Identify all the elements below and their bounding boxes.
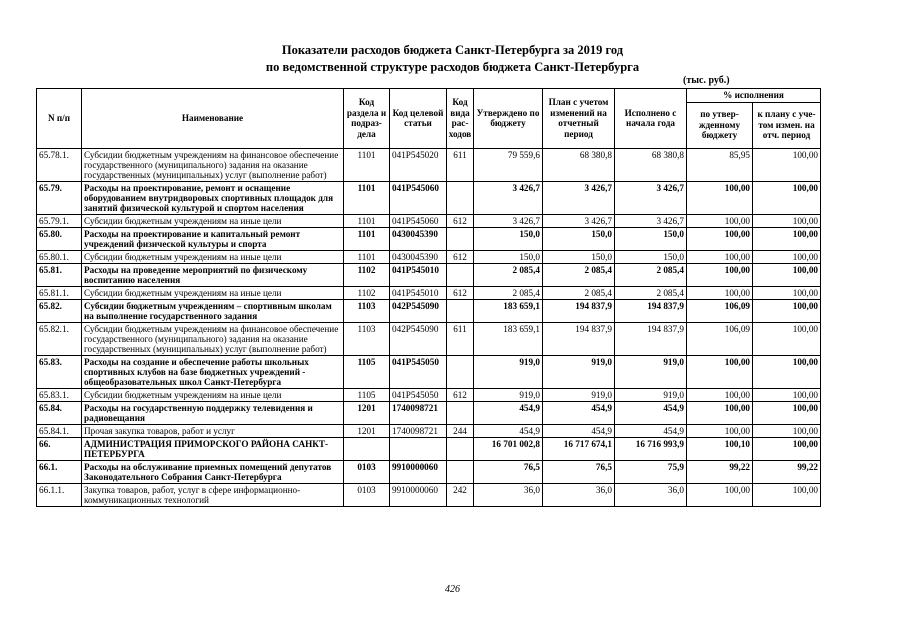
cell-razdel: 0103 xyxy=(344,460,390,483)
cell-approved: 919,0 xyxy=(474,355,543,388)
cell-csr: 041P545020 xyxy=(390,148,447,181)
table-row xyxy=(37,424,821,437)
cell-pct-plan: 100,00 xyxy=(753,250,821,263)
cell-csr: 042P545090 xyxy=(390,299,447,322)
cell-name: Расходы на обслуживание приемных помещений депутатов Законодательного Собрания Санкт-Петербурга xyxy=(82,460,344,483)
cell-pct-plan: 100,00 xyxy=(753,227,821,250)
col-header-executed: Исполнено с начала года xyxy=(615,89,687,149)
cell-executed: 919,0 xyxy=(615,355,687,388)
cell-approved: 150,0 xyxy=(474,250,543,263)
table-row xyxy=(37,322,821,355)
cell-num: 65.80.1. xyxy=(37,250,82,263)
cell-approved: 3 426,7 xyxy=(474,214,543,227)
cell-num: 65.81. xyxy=(37,263,82,286)
cell-num: 65.84.1. xyxy=(37,424,82,437)
cell-num: 65.82.1. xyxy=(37,322,82,355)
cell-plan: 919,0 xyxy=(543,355,615,388)
cell-pct-plan: 100,00 xyxy=(753,437,821,460)
cell-pct-approved: 106,09 xyxy=(687,322,753,355)
table-row xyxy=(37,263,821,286)
cell-name: Расходы на создание и обеспечение работы школьных спортивных клубов на базе бюджетных учреждений - общеобразовательных школ Санкт-Петербурга xyxy=(82,355,344,388)
cell-plan: 919,0 xyxy=(543,388,615,401)
col-header-num: N п/п xyxy=(37,89,82,149)
table-row xyxy=(37,148,821,181)
col-header-pct-group: % исполнения xyxy=(687,89,821,103)
cell-plan: 76,5 xyxy=(543,460,615,483)
table-row xyxy=(37,355,821,388)
table-row xyxy=(37,250,821,263)
cell-csr: 041P545010 xyxy=(390,263,447,286)
cell-vid: 611 xyxy=(447,148,474,181)
cell-pct-plan: 99,22 xyxy=(753,460,821,483)
cell-pct-approved: 100,00 xyxy=(687,483,753,506)
cell-razdel: 1102 xyxy=(344,286,390,299)
cell-approved: 16 701 002,8 xyxy=(474,437,543,460)
table-row xyxy=(37,437,821,460)
cell-name: Субсидии бюджетным учреждениям – спортивным школам на выполнение государственного задания xyxy=(82,299,344,322)
cell-name: Расходы на государственную поддержку телевидения и радиовещания xyxy=(82,401,344,424)
cell-csr: 041P545010 xyxy=(390,286,447,299)
cell-executed: 3 426,7 xyxy=(615,214,687,227)
cell-pct-plan: 100,00 xyxy=(753,214,821,227)
cell-num: 65.82. xyxy=(37,299,82,322)
cell-vid: 242 xyxy=(447,483,474,506)
cell-razdel: 1102 xyxy=(344,263,390,286)
cell-pct-plan: 100,00 xyxy=(753,401,821,424)
cell-vid xyxy=(447,299,474,322)
cell-name: Закупка товаров, работ, услуг в сфере информационно-коммуникационных технологий xyxy=(82,483,344,506)
cell-plan: 454,9 xyxy=(543,424,615,437)
cell-csr: 9910000060 xyxy=(390,460,447,483)
cell-executed: 150,0 xyxy=(615,227,687,250)
cell-approved: 2 085,4 xyxy=(474,286,543,299)
cell-num: 65.80. xyxy=(37,227,82,250)
cell-pct-plan: 100,00 xyxy=(753,388,821,401)
cell-plan: 454,9 xyxy=(543,401,615,424)
cell-approved: 76,5 xyxy=(474,460,543,483)
cell-pct-plan: 100,00 xyxy=(753,181,821,214)
cell-name: Расходы на проведение мероприятий по физическому воспитанию населения xyxy=(82,263,344,286)
table-row xyxy=(37,181,821,214)
cell-plan: 2 085,4 xyxy=(543,286,615,299)
cell-csr xyxy=(390,437,447,460)
cell-num: 66.1. xyxy=(37,460,82,483)
cell-razdel: 1101 xyxy=(344,250,390,263)
cell-razdel: 1103 xyxy=(344,299,390,322)
cell-vid xyxy=(447,227,474,250)
cell-name: Субсидии бюджетным учреждениям на иные цели xyxy=(82,214,344,227)
cell-pct-approved: 106,09 xyxy=(687,299,753,322)
cell-executed: 68 380,8 xyxy=(615,148,687,181)
cell-num: 65.79.1. xyxy=(37,214,82,227)
cell-pct-approved: 100,00 xyxy=(687,181,753,214)
cell-razdel: 1101 xyxy=(344,181,390,214)
cell-executed: 2 085,4 xyxy=(615,263,687,286)
cell-csr: 1740098721 xyxy=(390,401,447,424)
table-body xyxy=(37,148,821,506)
cell-name: Субсидии бюджетным учреждениям на финансовое обеспечение государственного (муниципального) задания на оказание государственных (муниципальных) услуг (выполнение работ) xyxy=(82,322,344,355)
cell-approved: 79 559,6 xyxy=(474,148,543,181)
cell-vid xyxy=(447,355,474,388)
cell-approved: 2 085,4 xyxy=(474,263,543,286)
col-header-csr: Код целевой статьи xyxy=(390,89,447,149)
cell-razdel: 1105 xyxy=(344,355,390,388)
col-header-pct-approved: по утвер- жденному бюджету xyxy=(687,102,753,148)
cell-executed: 194 837,9 xyxy=(615,299,687,322)
cell-num: 65.83.1. xyxy=(37,388,82,401)
col-header-plan: План с учетом изменений на отчетный период xyxy=(543,89,615,149)
cell-csr: 042P545090 xyxy=(390,322,447,355)
cell-csr: 041P545060 xyxy=(390,181,447,214)
cell-name: Расходы на проектирование, ремонт и оснащение оборудованием внутридворовых спортивных площадок для занятий физической культурой и спортом населения xyxy=(82,181,344,214)
cell-num: 65.81.1. xyxy=(37,286,82,299)
col-header-approved: Утверждено по бюджету xyxy=(474,89,543,149)
cell-vid xyxy=(447,263,474,286)
table-row xyxy=(37,286,821,299)
cell-pct-plan: 100,00 xyxy=(753,263,821,286)
cell-num: 65.84. xyxy=(37,401,82,424)
cell-vid: 612 xyxy=(447,214,474,227)
cell-executed: 150,0 xyxy=(615,250,687,263)
cell-vid xyxy=(447,181,474,214)
cell-plan: 16 717 674,1 xyxy=(543,437,615,460)
cell-csr: 041P545050 xyxy=(390,355,447,388)
cell-approved: 150,0 xyxy=(474,227,543,250)
cell-pct-approved: 100,00 xyxy=(687,388,753,401)
cell-executed: 454,9 xyxy=(615,401,687,424)
cell-name: Субсидии бюджетным учреждениям на иные цели xyxy=(82,388,344,401)
cell-vid xyxy=(447,460,474,483)
cell-num: 65.79. xyxy=(37,181,82,214)
cell-executed: 75,9 xyxy=(615,460,687,483)
cell-approved: 919,0 xyxy=(474,388,543,401)
cell-name: Субсидии бюджетным учреждениям на иные цели xyxy=(82,286,344,299)
page-number: 426 xyxy=(445,584,460,595)
cell-name: Субсидии бюджетным учреждениям на иные цели xyxy=(82,250,344,263)
cell-pct-approved: 100,00 xyxy=(687,401,753,424)
cell-plan: 36,0 xyxy=(543,483,615,506)
budget-table xyxy=(36,88,821,507)
cell-pct-plan: 100,00 xyxy=(753,483,821,506)
cell-num: 65.78.1. xyxy=(37,148,82,181)
cell-csr: 0430045390 xyxy=(390,227,447,250)
cell-pct-approved: 100,00 xyxy=(687,214,753,227)
cell-approved: 454,9 xyxy=(474,424,543,437)
cell-pct-approved: 100,00 xyxy=(687,227,753,250)
cell-razdel: 1101 xyxy=(344,214,390,227)
cell-pct-approved: 100,00 xyxy=(687,263,753,286)
cell-executed: 454,9 xyxy=(615,424,687,437)
cell-plan: 150,0 xyxy=(543,250,615,263)
cell-approved: 183 659,1 xyxy=(474,322,543,355)
cell-pct-plan: 100,00 xyxy=(753,355,821,388)
cell-num: 65.83. xyxy=(37,355,82,388)
table-row xyxy=(37,460,821,483)
cell-approved: 3 426,7 xyxy=(474,181,543,214)
cell-pct-approved: 100,00 xyxy=(687,355,753,388)
cell-approved: 183 659,1 xyxy=(474,299,543,322)
cell-vid: 611 xyxy=(447,322,474,355)
cell-executed: 16 716 993,9 xyxy=(615,437,687,460)
cell-vid: 612 xyxy=(447,388,474,401)
cell-razdel: 1101 xyxy=(344,148,390,181)
cell-razdel: 1105 xyxy=(344,388,390,401)
cell-pct-approved: 100,00 xyxy=(687,286,753,299)
cell-vid: 612 xyxy=(447,250,474,263)
cell-num: 66. xyxy=(37,437,82,460)
table-row xyxy=(37,388,821,401)
col-header-pct-plan: к плану с уче- том измен. на отч. период xyxy=(753,102,821,148)
cell-razdel: 1101 xyxy=(344,227,390,250)
cell-approved: 36,0 xyxy=(474,483,543,506)
cell-executed: 2 085,4 xyxy=(615,286,687,299)
cell-plan: 68 380,8 xyxy=(543,148,615,181)
cell-pct-approved: 99,22 xyxy=(687,460,753,483)
cell-csr: 0430045390 xyxy=(390,250,447,263)
cell-num: 66.1.1. xyxy=(37,483,82,506)
cell-pct-plan: 100,00 xyxy=(753,424,821,437)
cell-pct-approved: 100,10 xyxy=(687,437,753,460)
table-row xyxy=(37,483,821,506)
col-header-vid: Код вида рас- ходов xyxy=(447,89,474,149)
cell-pct-plan: 100,00 xyxy=(753,148,821,181)
cell-name: Субсидии бюджетным учреждениям на финансовое обеспечение государственного (муниципального) задания на оказание государственных (муниципальных) услуг (выполнение работ) xyxy=(82,148,344,181)
cell-plan: 194 837,9 xyxy=(543,322,615,355)
cell-executed: 3 426,7 xyxy=(615,181,687,214)
cell-vid xyxy=(447,401,474,424)
cell-csr: 041P545060 xyxy=(390,214,447,227)
cell-csr: 9910000060 xyxy=(390,483,447,506)
cell-executed: 36,0 xyxy=(615,483,687,506)
cell-approved: 454,9 xyxy=(474,401,543,424)
cell-pct-approved: 85,95 xyxy=(687,148,753,181)
units-label: (тыс. руб.) xyxy=(683,75,730,86)
cell-razdel: 1201 xyxy=(344,424,390,437)
cell-vid: 244 xyxy=(447,424,474,437)
cell-plan: 3 426,7 xyxy=(543,214,615,227)
cell-razdel xyxy=(344,437,390,460)
cell-razdel: 1201 xyxy=(344,401,390,424)
cell-plan: 150,0 xyxy=(543,227,615,250)
cell-razdel: 0103 xyxy=(344,483,390,506)
cell-csr: 1740098721 xyxy=(390,424,447,437)
table-row xyxy=(37,299,821,322)
page-title: Показатели расходов бюджета Санкт-Петербурга за 2019 год xyxy=(281,43,624,57)
col-header-name: Наименование xyxy=(82,89,344,149)
cell-plan: 2 085,4 xyxy=(543,263,615,286)
cell-csr: 041P545050 xyxy=(390,388,447,401)
cell-executed: 194 837,9 xyxy=(615,322,687,355)
cell-pct-plan: 100,00 xyxy=(753,322,821,355)
cell-plan: 3 426,7 xyxy=(543,181,615,214)
cell-name: АДМИНИСТРАЦИЯ ПРИМОРСКОГО РАЙОНА САНКТ-ПЕТЕРБУРГА xyxy=(82,437,344,460)
cell-vid xyxy=(447,437,474,460)
cell-pct-plan: 100,00 xyxy=(753,299,821,322)
cell-executed: 919,0 xyxy=(615,388,687,401)
cell-pct-plan: 100,00 xyxy=(753,286,821,299)
table-row xyxy=(37,401,821,424)
table-row xyxy=(37,214,821,227)
cell-name: Прочая закупка товаров, работ и услуг xyxy=(82,424,344,437)
cell-razdel: 1103 xyxy=(344,322,390,355)
cell-name: Расходы на проектирование и капитальный ремонт учреждений физической культуры и спорта xyxy=(82,227,344,250)
cell-plan: 194 837,9 xyxy=(543,299,615,322)
cell-pct-approved: 100,00 xyxy=(687,250,753,263)
cell-pct-approved: 100,00 xyxy=(687,424,753,437)
col-header-razdel: Код раздела и подраз- дела xyxy=(344,89,390,149)
cell-vid: 612 xyxy=(447,286,474,299)
table-row xyxy=(37,227,821,250)
page-subtitle: по ведомственной структуре расходов бюджета Санкт-Петербурга xyxy=(265,60,640,74)
